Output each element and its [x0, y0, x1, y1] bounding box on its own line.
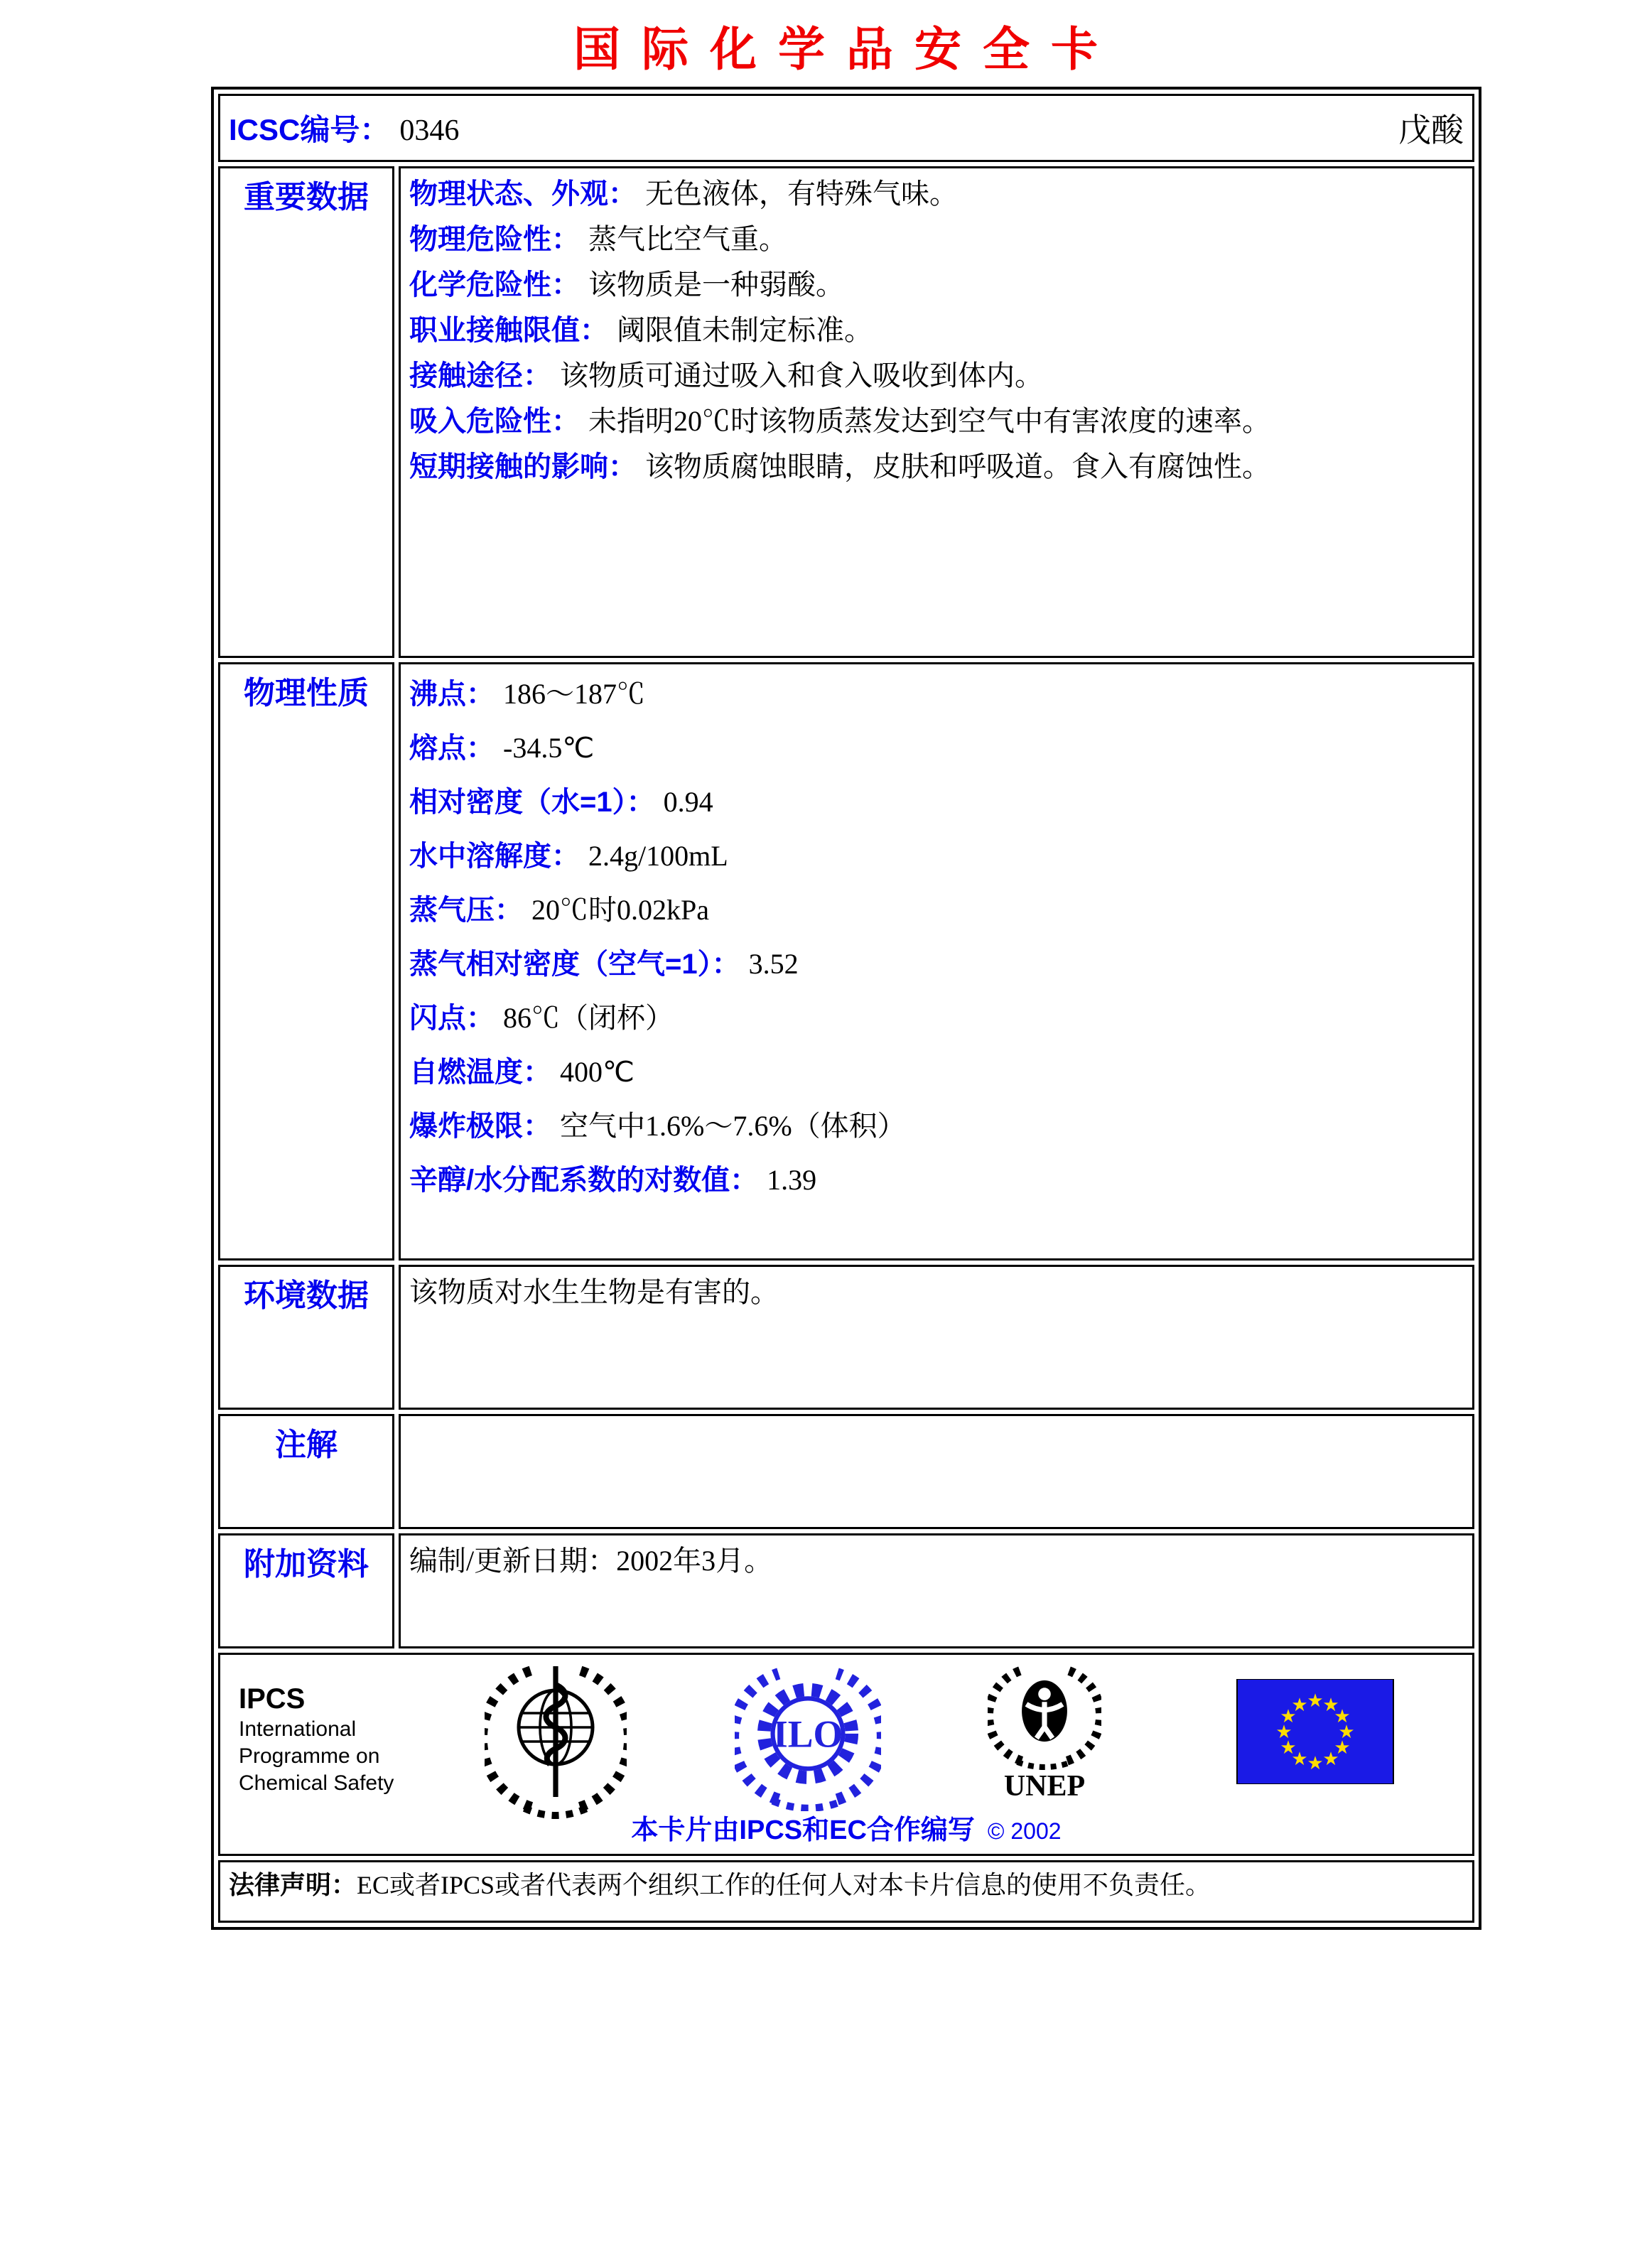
property-value: 未指明20℃时该物质蒸发达到空气中有害浓度的速率。 [588, 405, 1270, 437]
property-value: 400℃ [560, 1056, 635, 1088]
property-row [409, 991, 1464, 1045]
icsc-number-group [229, 107, 459, 149]
svg-text:★: ★ [1322, 1695, 1339, 1716]
property-value: 该物质腐蚀眼睛，皮肤和呼吸道。食入有腐蚀性。 [645, 450, 1270, 482]
property-row [409, 444, 1464, 490]
ipcs-subtitle-line: Programme on [239, 1744, 380, 1768]
property-row [409, 399, 1464, 444]
icsc-card-table [211, 87, 1481, 1930]
property-label: 辛醇/水分配系数的对数值： [409, 1165, 759, 1196]
property-label: 爆炸极限： [409, 1111, 551, 1142]
svg-text:★: ★ [1280, 1706, 1297, 1727]
who-logo-icon [485, 1659, 627, 1820]
property-label: 蒸气相对密度（空气=1）： [409, 949, 740, 980]
ipcs-text-block [239, 1682, 394, 1797]
ilo-logo-icon [735, 1665, 881, 1811]
property-label: 水中溶解度： [409, 841, 580, 872]
section-label-notes: 注解 [218, 1414, 394, 1529]
property-label: 沸点： [409, 679, 495, 710]
property-row [409, 883, 1464, 937]
svg-text:★: ★ [1275, 1722, 1292, 1743]
property-label: 接触途径： [409, 360, 551, 392]
icsc-number-label: ICSC编号： [229, 113, 390, 146]
ipcs-subtitle-line: International [239, 1717, 357, 1741]
property-label: 闪点： [409, 1003, 495, 1034]
property-value: 20℃时0.02kPa [531, 894, 709, 926]
svg-text:★: ★ [1307, 1690, 1324, 1712]
unep-label: UNEP [1003, 1770, 1086, 1803]
legal-label: 法律声明： [229, 1870, 357, 1899]
important-data-row [218, 166, 1474, 658]
unep-logo-icon [988, 1663, 1101, 1770]
unep-logo-block [981, 1663, 1108, 1803]
svg-text:★: ★ [1338, 1722, 1355, 1743]
property-value: 阈限值未制定标准。 [617, 314, 873, 346]
property-value: 该物质可通过吸入和食入吸收到体内。 [560, 360, 1043, 392]
property-row [409, 171, 1464, 217]
property-value: 该物质是一种弱酸。 [588, 269, 844, 301]
eu-flag-icon [1236, 1679, 1394, 1784]
section-label-environmental-data: 环境数据 [218, 1265, 394, 1410]
ipcs-title: IPCS [239, 1683, 306, 1715]
property-row [409, 1153, 1464, 1207]
property-row [409, 308, 1464, 353]
header-row [218, 94, 1474, 162]
icsc-number-value: 0346 [399, 114, 460, 147]
svg-text:★: ★ [1291, 1749, 1308, 1770]
environmental-data-row [218, 1265, 1474, 1410]
property-label: 熔点： [409, 733, 495, 764]
physical-properties-row [218, 662, 1474, 1261]
chemical-name: 戊酸 [1398, 112, 1464, 149]
property-label: 短期接触的影响： [409, 451, 637, 482]
copyright-text: © 2002 [987, 1818, 1062, 1844]
ilo-letters: ILO [772, 1712, 843, 1756]
property-label: 物理状态、外观： [409, 178, 637, 210]
property-row [409, 937, 1464, 991]
logos-row [218, 1653, 1474, 1856]
property-value: 186～187℃ [503, 678, 645, 710]
svg-text:★: ★ [1280, 1737, 1297, 1759]
property-row [409, 829, 1464, 883]
property-value: 0.94 [663, 786, 713, 818]
property-value: 2.4g/100mL [588, 840, 728, 872]
property-label: 物理危险性： [409, 224, 580, 255]
property-value: 蒸气比空气重。 [588, 223, 787, 255]
svg-text:★: ★ [1334, 1737, 1351, 1759]
property-row [409, 775, 1464, 829]
ipcs-subtitle-line: Chemical Safety [239, 1771, 394, 1795]
property-row [409, 262, 1464, 308]
property-row [409, 217, 1464, 262]
additional-info-content: 编制/更新日期：2002年3月。 [399, 1533, 1474, 1648]
svg-text:★: ★ [1322, 1749, 1339, 1770]
property-label: 化学危险性： [409, 269, 580, 301]
property-label: 职业接触限值： [409, 315, 608, 346]
additional-info-row [218, 1533, 1474, 1648]
property-label: 相对密度（水=1）： [409, 787, 655, 818]
property-value: 空气中1.6%～7.6%（体积） [560, 1110, 906, 1142]
property-label: 蒸气压： [409, 895, 523, 926]
property-value: 86℃（闭杯） [503, 1002, 674, 1034]
environmental-data-content: 该物质对水生生物是有害的。 [399, 1265, 1474, 1410]
notes-row [218, 1414, 1474, 1529]
header-cell [218, 94, 1474, 162]
section-label-important-data: 重要数据 [218, 166, 394, 658]
property-row [409, 721, 1464, 775]
property-label: 吸入危险性： [409, 406, 580, 437]
svg-text:★: ★ [1334, 1706, 1351, 1727]
section-label-physical-properties: 物理性质 [218, 662, 394, 1261]
credit-text: 本卡片由IPCS和EC合作编写 [631, 1815, 975, 1845]
property-value: -34.5℃ [503, 732, 595, 764]
legal-cell [218, 1860, 1474, 1923]
notes-content [399, 1414, 1474, 1529]
logos-cell [218, 1653, 1474, 1856]
section-label-additional-info: 附加资料 [218, 1533, 394, 1648]
svg-text:★: ★ [1291, 1695, 1308, 1716]
credit-line [229, 1808, 1464, 1847]
property-value: 3.52 [748, 948, 799, 980]
page-title: 国际化学品安全卡 [573, 24, 1119, 76]
property-value: 无色液体，有特殊气味。 [645, 178, 958, 210]
property-row [409, 667, 1464, 721]
property-row [409, 1045, 1464, 1099]
property-label: 自燃温度： [409, 1057, 551, 1088]
physical-properties-content [399, 662, 1474, 1261]
legal-text: EC或者IPCS或者代表两个组织工作的任何人对本卡片信息的使用不负责任。 [357, 1871, 1211, 1899]
legal-row [218, 1860, 1474, 1923]
important-data-content [399, 166, 1474, 658]
svg-text:★: ★ [1307, 1753, 1324, 1774]
property-row [409, 353, 1464, 399]
property-value: 1.39 [767, 1164, 817, 1196]
property-row [409, 1099, 1464, 1153]
